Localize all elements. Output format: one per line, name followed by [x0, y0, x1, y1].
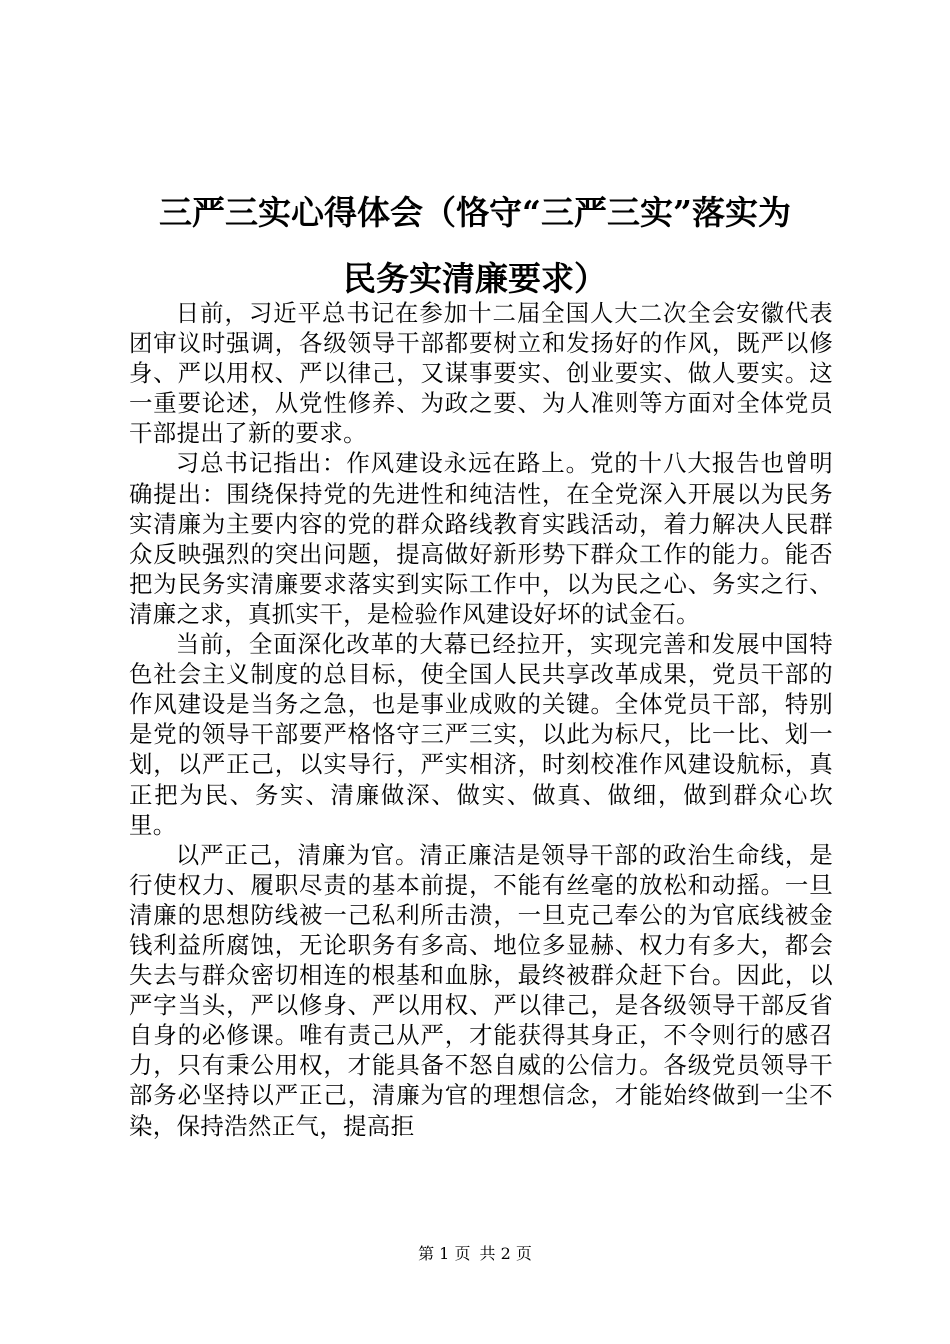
page-total: 共 2 页 [479, 1244, 532, 1263]
paragraph-3: 当前，全面深化改革的大幕已经拉开，实现完善和发展中国特色社会主义制度的总目标，使全国人民共享改革成果，党员干部的作风建设是当务之急，也是事业成败的关键。全体党员干部，特别是党的领导干部要严格恪守三严三实，以此为标尺，比一比、划一划，以严正己，以实导行，严实相济，时刻校准作风建设航标，真正把为民、务实、清廉做深、做实、做真、做细，做到群众心坎里。 [129, 630, 833, 839]
document-title [100, 180, 850, 312]
title-line-2: 民务实清廉要求） [343, 259, 607, 298]
page-number: 第 1 页 [418, 1244, 471, 1263]
title-line-1: 三严三实心得体会（恪守“三严三实”落实为 [159, 193, 791, 232]
paragraph-4: 以严正己，清廉为官。清正廉洁是领导干部的政治生命线，是行使权力、履职尽责的基本前提，不能有丝毫的放松和动摇。一旦清廉的思想防线被一己私利所击溃，一旦克己奉公的为官底线被金钱利益所腐蚀，无论职务有多高、地位多显赫、权力有多大，都会失去与群众密切相连的根基和血脉，最终被群众赶下台。因此，以严字当头，严以修身、严以用权、严以律己，是各级领导干部反省自身的必修课。唯有责己从严，才能获得其身正，不令则行的感召力，只有秉公用权，才能具备不怒自威的公信力。各级党员领导干部务必坚持以严正己，清廉为官的理想信念，才能始终做到一尘不染，保持浩然正气，提高拒 [129, 840, 833, 1140]
paragraph-2: 习总书记指出：作风建设永远在路上。党的十八大报告也曾明确提出：围绕保持党的先进性和纯洁性，在全党深入开展以为民务实清廉为主要内容的党的群众路线教育实践活动，着力解决人民群众反映强烈的突出问题，提高做好新形势下群众工作的能力。能否把为民务实清廉要求落实到实际工作中，以为民之心、务实之行、清廉之求，真抓实干，是检验作风建设好坏的试金石。 [129, 449, 833, 628]
page-footer [0, 1244, 950, 1264]
paragraph-1: 日前，习近平总书记在参加十二届全国人大二次全会安徽代表团审议时强调，各级领导干部都要树立和发扬好的作风，既严以修身、严以用权、严以律己，又谋事要实、创业要实、做人要实。这一重要论述，从党性修养、为政之要、为人准则等方面对全体党员干部提出了新的要求。 [129, 299, 833, 448]
document-body [129, 298, 833, 1141]
